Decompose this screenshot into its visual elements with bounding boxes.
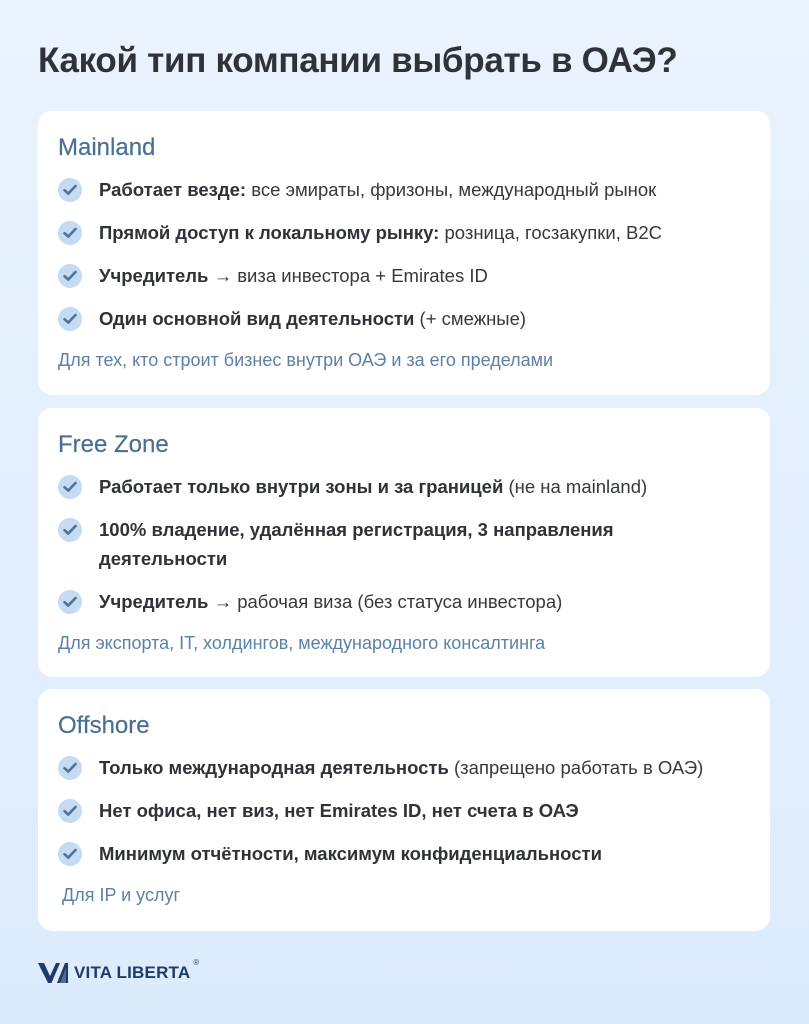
list-item-text	[99, 587, 562, 616]
list-item	[58, 796, 750, 825]
card-title-mainland: Mainland	[58, 134, 156, 161]
list-item-rest: все эмираты, фризоны, международный рынок	[246, 179, 657, 200]
list-item	[58, 753, 750, 782]
card-mainland	[38, 111, 770, 395]
check-circle-icon	[58, 307, 82, 331]
list-item-bold: Работает везде:	[99, 179, 247, 200]
check-circle-icon	[58, 756, 82, 780]
list-item-bold: Один основной вид деятельности	[99, 308, 415, 329]
list-item-text	[99, 304, 526, 333]
check-circle-icon	[58, 264, 82, 288]
check-circle-icon	[58, 590, 82, 614]
list-item	[58, 304, 750, 333]
list-item-bold: Минимум отчётности, максимум конфиденциальности	[99, 843, 602, 864]
list-item-text	[99, 218, 662, 247]
check-circle-icon	[58, 842, 82, 866]
list-item-bold: Учредитель	[99, 591, 209, 612]
list-item	[58, 175, 750, 204]
check-circle-icon	[58, 799, 82, 823]
list-item-bold: Работает только внутри зоны и за границей	[99, 476, 504, 497]
list-item	[58, 515, 750, 573]
list-item	[58, 218, 750, 247]
card-title-offshore: Offshore	[58, 712, 150, 739]
list-item-text	[99, 515, 659, 573]
list-item-bold: Только международная деятельность	[99, 757, 449, 778]
check-circle-icon	[58, 221, 82, 245]
list-item-text	[99, 175, 656, 204]
list-item-bold: 100% владение, удалённая регистрация, 3 направления деятельности	[99, 519, 614, 569]
list-item-text	[99, 839, 602, 868]
list-item-bold: Учредитель	[99, 265, 209, 286]
list-item-text	[99, 261, 488, 290]
check-circle-icon	[58, 178, 82, 202]
card-free-zone	[38, 408, 770, 677]
logo-wordmark: VITA LIBERTA	[74, 963, 191, 982]
check-circle-icon	[58, 475, 82, 499]
brand-logo	[38, 958, 200, 984]
list-item-text	[99, 472, 647, 501]
list-item-rest: розница, госзакупки, B2C	[439, 222, 662, 243]
logo-text	[74, 958, 200, 983]
list-item-bold: Прямой доступ к локальному рынку:	[99, 222, 440, 243]
list-item-text	[99, 796, 579, 825]
registered-mark: ®	[193, 958, 200, 967]
list-item-rest: (не на mainland)	[503, 476, 648, 497]
list-item-rest: → рабочая виза (без статуса инвестора)	[208, 591, 563, 612]
page-title: Какой тип компании выбрать в ОАЭ?	[38, 41, 678, 80]
list-item-rest: (запрещено работать в ОАЭ)	[448, 757, 704, 778]
card-offshore	[38, 689, 770, 931]
list-item-bold: Нет офиса, нет виз, нет Emirates ID, нет счета в ОАЭ	[99, 800, 579, 821]
list-item-rest: (+ смежные)	[414, 308, 527, 329]
card-title-free-zone: Free Zone	[58, 431, 169, 458]
list-item	[58, 261, 750, 290]
card-footnote: Для экспорта, IT, холдингов, международного консалтинга	[58, 633, 546, 653]
list-item-text	[99, 753, 703, 782]
list-item	[58, 472, 750, 501]
list-item	[58, 839, 750, 868]
list-item-rest: → виза инвестора + Emirates ID	[208, 265, 488, 286]
check-circle-icon	[58, 518, 82, 542]
vita-liberta-logo-mark	[38, 962, 68, 984]
card-footnote: Для тех, кто строит бизнес внутри ОАЭ и за его пределами	[58, 350, 554, 370]
list-item	[58, 587, 750, 616]
card-footnote: Для IP и услуг	[62, 885, 181, 905]
